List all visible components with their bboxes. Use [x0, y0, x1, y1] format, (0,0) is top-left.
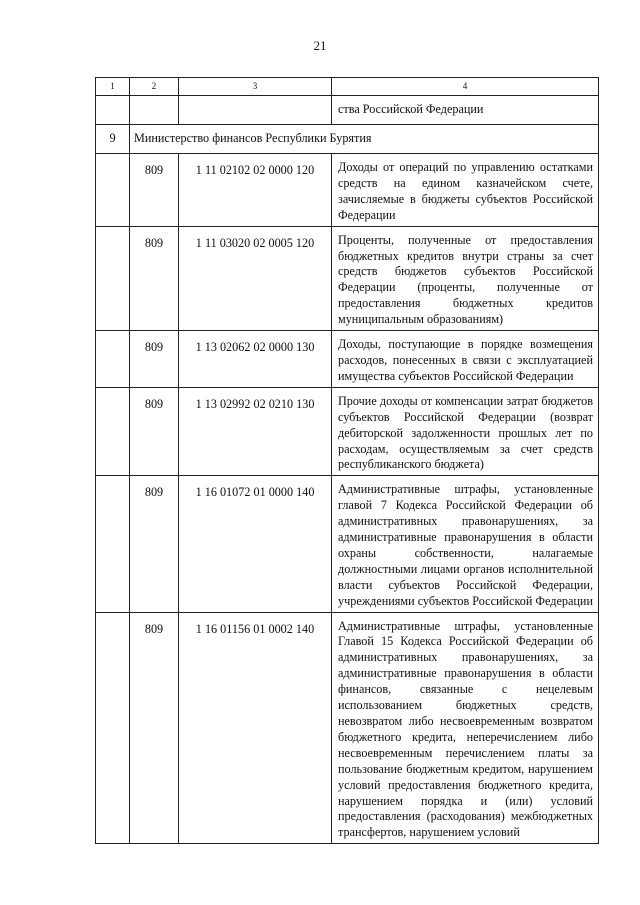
row-blank-cell	[96, 154, 130, 227]
column-number-2: 2	[130, 78, 179, 96]
description-cell: Доходы от операций по управлению остатками средств на едином казначейском счете, зачисляемые в бюджеты субъектов Российской Федерации	[332, 154, 599, 227]
table-row	[96, 612, 599, 844]
table-row	[96, 226, 599, 330]
kbk-code-cell: 1 13 02992 02 0210 130	[179, 387, 332, 476]
table-row	[96, 476, 599, 612]
description-cell: Административные штрафы, установленные Главой 15 Кодекса Российской Федерации об административных правонарушениях, за административные правонарушения в области финансов, связанные с нецелевым использованием бюджетных средств, невозвратом либо несвоевременным возвратом бюджетного кредита, неперечислением либо несвоевременным перечислением платы за пользование бюджетным кредитом, нарушением условий предоставления бюджетного кредита, нарушением порядка и (или) условий предоставления (расходования) межбюджетных трансфертов, нарушением условий	[332, 612, 599, 844]
continuation-text: ства Российской Федерации	[332, 96, 599, 125]
description-cell: Прочие доходы от компенсации затрат бюджетов субъектов Российской Федерации (возврат дебиторской задолженности прошлых лет по расходам, осуществляемым за счет средств республиканского бюджета)	[332, 387, 599, 476]
table-row	[96, 331, 599, 388]
kbk-code-cell: 1 13 02062 02 0000 130	[179, 331, 332, 388]
table-row	[96, 154, 599, 227]
row-blank-cell	[96, 331, 130, 388]
admin-code-cell: 809	[130, 226, 179, 330]
ministry-number: 9	[96, 125, 130, 154]
kbk-code-cell: 1 16 01156 01 0002 140	[179, 612, 332, 844]
revenue-admin-table	[95, 77, 599, 844]
column-number-3: 3	[179, 78, 332, 96]
description-cell: Проценты, полученные от предоставления бюджетных кредитов внутри страны за счет средств бюджетов субъектов Российской Федерации (проценты, полученные от предоставления бюджетных кредитов муниципальным образованиям)	[332, 226, 599, 330]
admin-code-cell: 809	[130, 612, 179, 844]
ministry-name: Министерство финансов Республики Бурятия	[130, 125, 599, 154]
row-blank-cell	[96, 476, 130, 612]
row-blank-cell	[96, 387, 130, 476]
column-number-1: 1	[96, 78, 130, 96]
continuation-row	[96, 96, 599, 125]
ministry-row	[96, 125, 599, 154]
description-cell: Административные штрафы, установленные главой 7 Кодекса Российской Федерации об административных правонарушениях, за административные правонарушения в области охраны собственности, налагаемые должностными лицами органов исполнительной власти субъектов Российской Федерации, учреждениями субъектов Российской Федерации	[332, 476, 599, 612]
admin-code-cell: 809	[130, 331, 179, 388]
row-blank-cell	[96, 612, 130, 844]
kbk-code-cell: 1 16 01072 01 0000 140	[179, 476, 332, 612]
table-row	[96, 387, 599, 476]
admin-code-cell: 809	[130, 387, 179, 476]
row-blank-cell	[96, 226, 130, 330]
admin-code-cell: 809	[130, 154, 179, 227]
page-number: 21	[313, 38, 327, 53]
column-number-4: 4	[332, 78, 599, 96]
kbk-code-cell: 1 11 03020 02 0005 120	[179, 226, 332, 330]
column-number-row	[96, 78, 599, 96]
kbk-code-cell: 1 11 02102 02 0000 120	[179, 154, 332, 227]
admin-code-cell: 809	[130, 476, 179, 612]
description-cell: Доходы, поступающие в порядке возмещения расходов, понесенных в связи с эксплуатацией имущества субъектов Российской Федерации	[332, 331, 599, 388]
